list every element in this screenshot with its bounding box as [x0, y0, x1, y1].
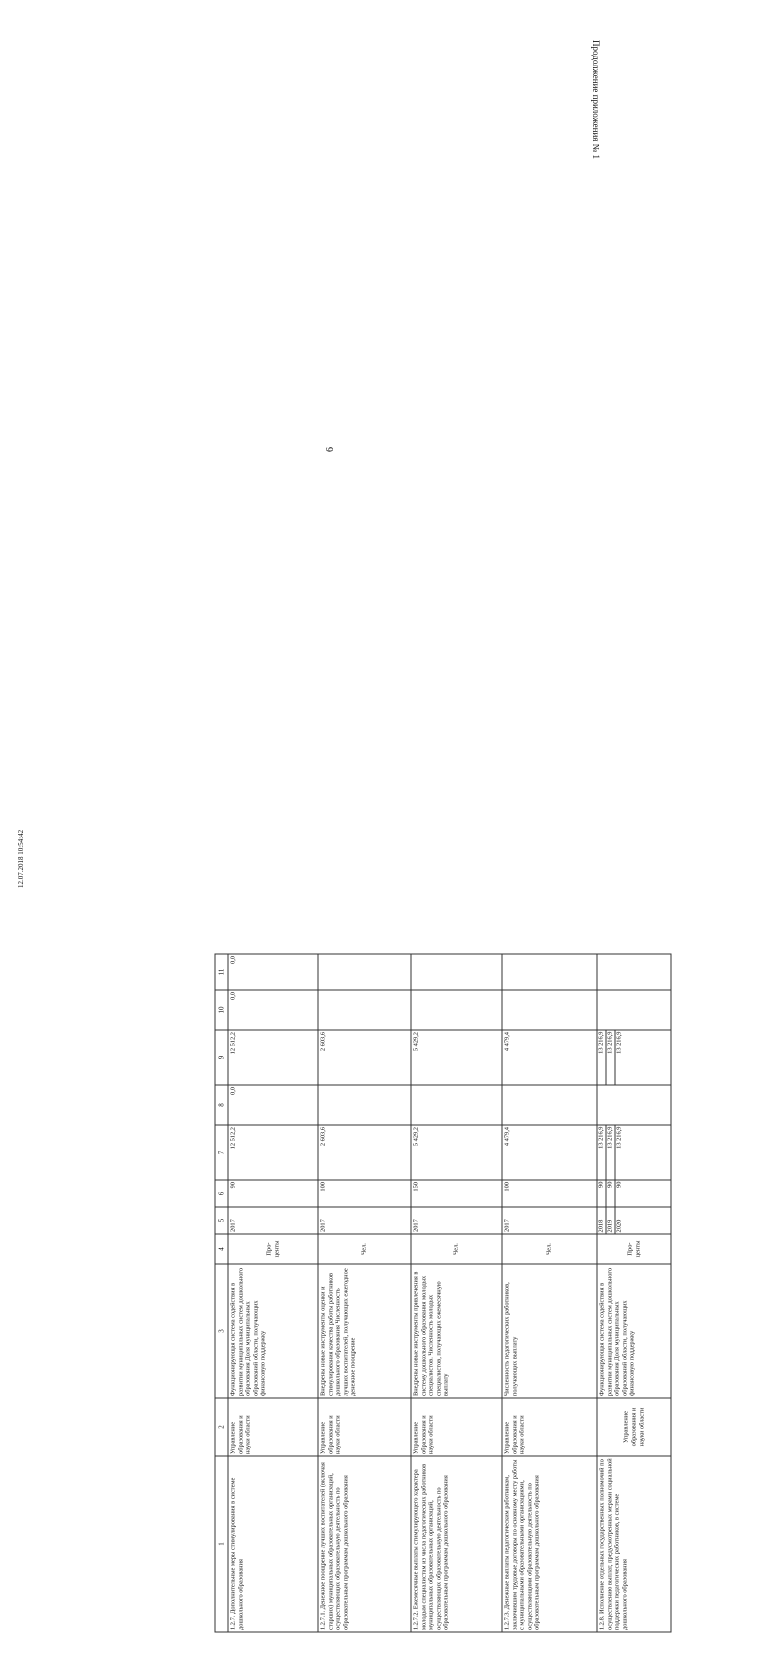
page-number: 6	[325, 447, 336, 452]
print-timestamp: 12.07.2018 10:54:42	[17, 829, 25, 888]
unit: Про-центы	[228, 1234, 318, 1264]
expected-result: Внедрены новые инструменты оценки и стимулирования качества работы работников дошкольного образования Численность лучших воспитателей, получающих ежегодное денежное поощрение	[318, 1264, 411, 1398]
regional-funding: 2 603,6	[318, 1030, 411, 1085]
local-funding	[502, 990, 597, 1030]
measure-name: 1.2.7.3. Денежные выплаты педагогическим работникам, заключившим трудовые договоры по основному месту работы с муниципальными образовательными организациями, осуществляющими образовательную деятельность по образовательным программам дошкольного образования	[502, 1456, 597, 1632]
expected-result: Численность педагогических работников, получающих выплату	[502, 1264, 597, 1398]
year: 2017	[318, 1207, 411, 1234]
header-row	[215, 954, 228, 1632]
header-col-3: 3	[215, 1264, 228, 1398]
responsible-executor: Управление образования и науки области	[411, 1398, 502, 1456]
total-funding: 13 216,9	[598, 1126, 607, 1180]
header-col-5: 5	[215, 1207, 228, 1234]
total-funding-subcell	[597, 1125, 671, 1180]
table-row	[502, 954, 597, 1632]
table-row	[411, 954, 502, 1632]
year-subcell	[597, 1207, 671, 1234]
indicator-value: 100	[318, 1180, 411, 1207]
indicator-value: 90	[606, 1181, 615, 1207]
federal-funding: 0,0	[228, 1085, 318, 1125]
regional-funding: 5 429,2	[411, 1030, 502, 1085]
regional-funding-subcell	[597, 1030, 671, 1085]
indicator-subcell	[597, 1180, 671, 1207]
responsible-executor: Управление образования и науки области	[502, 1398, 597, 1456]
unit: Чел.	[318, 1234, 411, 1264]
header-col-9: 9	[215, 1030, 228, 1085]
program-measures-table	[215, 954, 672, 1633]
local-funding	[318, 990, 411, 1030]
measure-name: 1.2.7.1. Денежное поощрение лучших воспитателей (включая старших) муниципальных образовательных организаций, осуществляющих образовательную деятельность по образовательным программам дошкольного образования	[318, 1456, 411, 1632]
other-funding	[411, 954, 502, 990]
local-funding	[411, 990, 502, 1030]
header-col-8: 8	[215, 1085, 228, 1125]
local-funding: 0,0	[228, 990, 318, 1030]
year: 2017	[411, 1207, 502, 1234]
indicator-value: 90	[598, 1181, 607, 1207]
indicator-value: 100	[502, 1180, 597, 1207]
appendix-continuation-note: Продолжение приложения № 1	[591, 40, 601, 160]
other-funding	[597, 954, 671, 990]
federal-funding	[597, 1085, 671, 1125]
other-funding	[502, 954, 597, 990]
total-funding: 2 603,6	[318, 1125, 411, 1180]
table-row	[318, 954, 411, 1632]
header-col-2: 2	[215, 1398, 228, 1456]
total-funding: 5 429,2	[411, 1125, 502, 1180]
unit: Чел.	[502, 1234, 597, 1264]
indicator-value: 90	[615, 1181, 623, 1188]
federal-funding	[411, 1085, 502, 1125]
other-funding	[318, 954, 411, 990]
responsible-executor: Управление образования и науки области	[228, 1398, 318, 1456]
year: 2019	[606, 1208, 615, 1234]
regional-funding: 4 479,4	[502, 1030, 597, 1085]
header-col-4: 4	[215, 1234, 228, 1264]
table-row	[597, 954, 671, 1632]
regional-funding: 13 216,9	[615, 1031, 623, 1054]
total-funding: 13 216,9	[615, 1126, 623, 1149]
year: 2018	[598, 1208, 607, 1234]
header-col-7: 7	[215, 1125, 228, 1180]
total-funding: 12 512,2	[228, 1125, 318, 1180]
measure-name: 1.2.7. Дополнительные меры стимулирования в системе дошкольного образования	[228, 1456, 318, 1632]
header-col-6: 6	[215, 1180, 228, 1207]
measure-name: 1.2.7.2. Ежемесячные выплаты стимулирующего характера молодым специалистам из числа педагогических работников муниципальных образовательных организаций, осуществляющих образовательную деятельность по образовательным программам дошкольного образования	[411, 1456, 502, 1632]
regional-funding: 12 512,2	[228, 1030, 318, 1085]
federal-funding	[318, 1085, 411, 1125]
other-funding: 0,0	[228, 954, 318, 990]
expected-result: Функционирующая система содействия в развитии муниципальных систем дошкольного образования Доля муниципальных образований области, получающих финансовую поддержку	[228, 1264, 318, 1398]
federal-funding	[502, 1085, 597, 1125]
landscape-sheet	[133, 773, 773, 1678]
indicator-value: 150	[411, 1180, 502, 1207]
table-row	[228, 954, 318, 1632]
total-funding: 13 216,9	[606, 1126, 615, 1180]
header-col-10: 10	[215, 990, 228, 1030]
year: 2020	[615, 1219, 623, 1233]
header-col-11: 11	[215, 954, 228, 990]
measure-name: 1.2.8. Исполнение отдельных государственных полномочий по осуществлению выплат, предусмотренных мерами социальной поддержки педагогических работников, в системе дошкольного образования	[597, 1456, 671, 1632]
expected-result: Функционирующая система содействия в развитии муниципальных систем дошкольного образования Доля муниципальных образований области, получающих финансовую поддержку	[597, 1264, 671, 1398]
header-col-1: 1	[215, 1456, 228, 1632]
total-funding: 4 479,4	[502, 1125, 597, 1180]
responsible-executor: Управление образования и науки области	[318, 1398, 411, 1456]
year: 2017	[228, 1207, 318, 1234]
year: 2017	[502, 1207, 597, 1234]
responsible-executor: Управление образования и науки области	[597, 1398, 671, 1456]
unit: Чел.	[411, 1234, 502, 1264]
regional-funding: 13 216,9	[606, 1031, 615, 1085]
local-funding	[597, 990, 671, 1030]
unit: Про-центы	[597, 1234, 671, 1264]
regional-funding: 13 216,9	[598, 1031, 607, 1085]
expected-result: Внедрены новые инструменты привлечения в систему дошкольного образования молодых специалистов. Численность молодых специалистов, получающих ежемесячную выплату	[411, 1264, 502, 1398]
indicator-value: 90	[228, 1180, 318, 1207]
